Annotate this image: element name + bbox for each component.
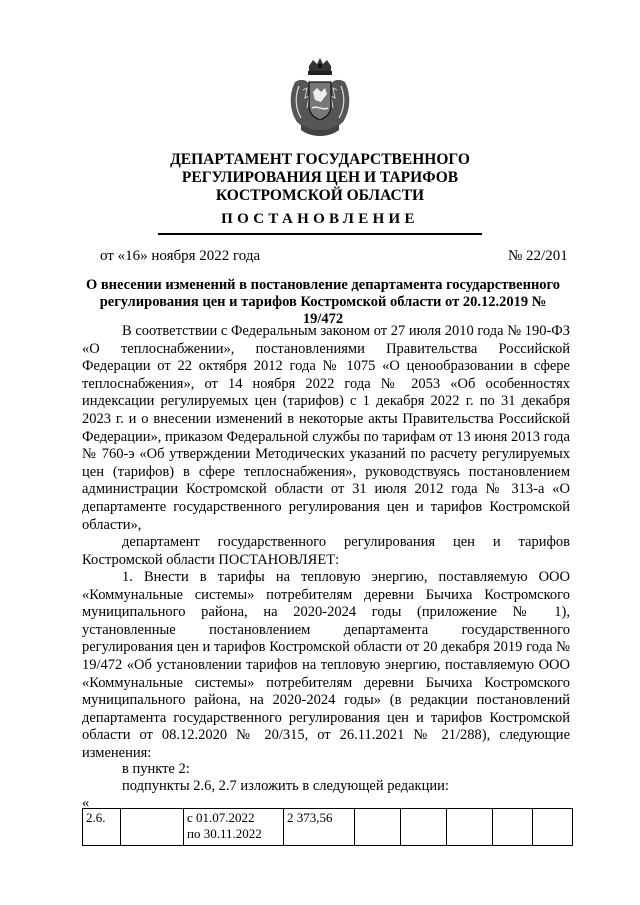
table-cell-empty: [533, 809, 573, 846]
table-cell-empty: [401, 809, 447, 846]
table-cell-number: 2.6.: [83, 809, 121, 846]
decree-title: ПОСТАНОВЛЕНИЕ: [221, 211, 419, 227]
department-name-line-1: ДЕПАРТАМЕНТ ГОСУДАРСТВЕННОГО: [170, 151, 470, 168]
table-cell-value: 2 373,56: [284, 809, 355, 846]
subject-line-1: О внесении изменений в постановление департамента государственного: [85, 277, 561, 293]
quote-open-mark: «: [82, 795, 90, 811]
resolution-paragraph: департамент государственного регулирования цен и тарифов Костромской области ПОСТАНОВЛЯЕТ:: [82, 534, 570, 568]
item-subpoints-text: подпункты 2.6, 2.7 изложить в следующей редакции:: [122, 778, 449, 794]
coat-of-arms-emblem: [287, 58, 353, 138]
table-row: [83, 809, 573, 846]
header-rule: [158, 233, 482, 235]
preamble-paragraph: В соответствии с Федеральным законом от 27 июля 2010 года № 190-ФЗ «О теплоснабжении», постановлениями Правительства Российской Федерации от 22 октября 2012 года № 1075 «О ценообразовании в сфере теплоснабжения», от 14 ноября 2022 года № 2053 «Об особенностях индексации регулируемых цен (тарифов) с 1 декабря 2022 г. по 31 декабря 2023 г. и о внесении изменений в некоторые акты Правительства Российской Федерации», приказом Федеральной службы по тарифам от 13 июня 2013 года № 760-э «Об утверждении Методических указаний по расчету регулируемых цен (тарифов) в сфере теплоснабжения», руководствуясь постановлением администрации Костромской области от 31 июля 2012 года № 313-а «О департаменте государственного регулирования цен и тарифов Костромской области»,: [82, 323, 570, 533]
department-name-line-3: КОСТРОМСКОЙ ОБЛАСТИ: [215, 187, 425, 204]
table-cell-period: [184, 809, 284, 846]
table-cell-empty: [447, 809, 493, 846]
decree-number: № 22/201: [508, 248, 568, 264]
tariff-table: [82, 808, 573, 846]
period-to: по 30.11.2022: [187, 826, 262, 841]
period-from: с 01.07.2022: [187, 810, 255, 825]
table-cell-empty: [493, 809, 533, 846]
department-name-line-2: РЕГУЛИРОВАНИЯ ЦЕН И ТАРИФОВ: [181, 169, 459, 186]
table-cell-empty: [121, 809, 184, 846]
table-cell-empty: [355, 809, 401, 846]
item-point-2: в пункте 2:: [122, 761, 190, 777]
subject-line-2: регулирования цен и тарифов Костромской области от 20.12.2019 № 19/472: [99, 294, 547, 327]
decree-date: от «16» ноября 2022 года: [100, 248, 261, 264]
item-1-paragraph: 1. Внести в тарифы на тепловую энергию, поставляемую ООО «Коммунальные системы» потребителям деревни Бычиха Костромского муниципального района, на 2020-2024 годы (приложение № 1), установленные постановлением департамента государственного регулирования цен и тарифов Костромской области от 20 декабря 2019 года № 19/472 «Об установлении тарифов на тепловую энергию, поставляемую ООО «Коммунальные системы» потребителям деревни Бычиха Костромского муниципального района, на 2020-2024 годы» (в редакции постановлений департамента государственного регулирования цен и тарифов Костромской области от 08.12.2020 № 20/315, от 26.11.2021 № 21/288), следующие изменения:: [82, 569, 570, 761]
